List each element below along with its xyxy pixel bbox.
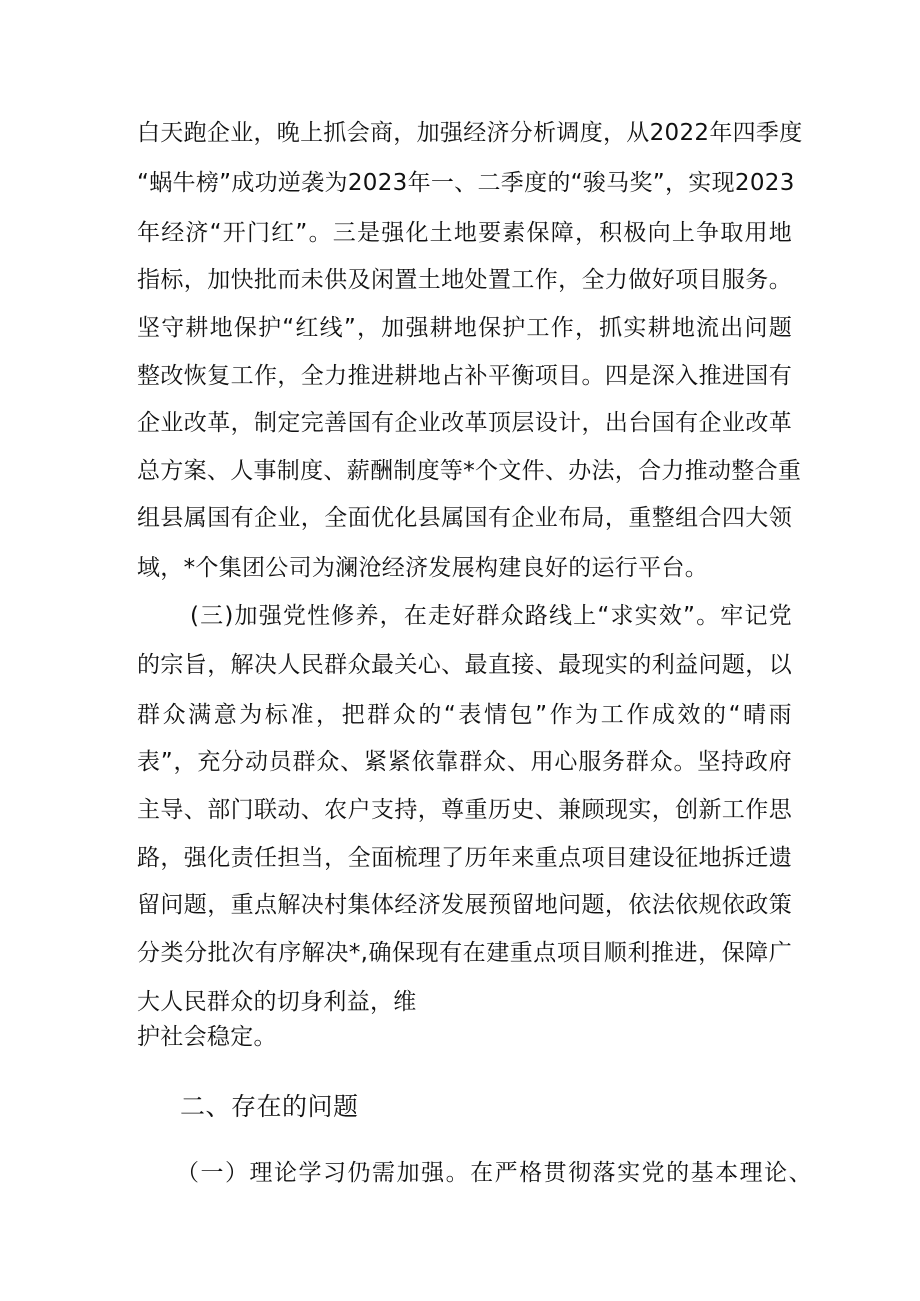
paragraph-line: 白天跑企业，晚上抓会商，加强经济分析调度，从2022年四季度 [137, 120, 803, 146]
paragraph-line: 留问题，重点解决村集体经济发展预留地问题，依法依规依政策 [137, 892, 792, 918]
paragraph-line: “蜗牛榜”成功逆袭为2023年一、二季度的“骏马奖”，实现2023 [137, 170, 795, 196]
paragraph-line: 表”，充分动员群众、紧紧依靠群众、用心服务群众。坚持政府 [137, 749, 792, 775]
paragraph-first-line: （一）理论学习仍需加强。在严格贯彻落实党的基本理论、 [176, 1160, 812, 1186]
paragraph-line: 企业改革，制定完善国有企业改革顶层设计，出台国有企业改革 [137, 410, 792, 436]
paragraph-line: 护社会稳定。 [137, 1024, 277, 1050]
paragraph-line: 主导、部门联动、农户支持，尊重历史、兼顾现实，创新工作思 [137, 797, 792, 823]
section-heading: 二、存在的问题 [180, 1092, 359, 1121]
paragraph-line: 的宗旨，解决人民群众最关心、最直接、最现实的利益问题，以 [137, 652, 792, 678]
paragraph-line: 指标，加快批而未供及闲置土地处置工作，全力做好项目服务。 [137, 267, 792, 293]
paragraph-line: 路，强化责任担当，全面梳理了历年来重点项目建设征地拆迁遗 [137, 845, 792, 871]
paragraph-first-line: (三)加强党性修养，在走好群众路线上“求实效”。牢记党 [190, 603, 792, 629]
paragraph-line: 组县属国有企业，全面优化县属国有企业布局，重整组合四大领 [137, 505, 792, 531]
paragraph-line: 域，*个集团公司为澜沧经济发展构建良好的运行平台。 [137, 555, 708, 581]
paragraph-line: 整改恢复工作，全力推进耕地占补平衡项目。四是深入推进国有 [137, 363, 792, 389]
paragraph-line: 群众满意为标准，把群众的“表情包”作为工作成效的“晴雨 [137, 702, 792, 728]
paragraph-line: 总方案、人事制度、薪酬制度等*个文件、办法，合力推动整合重 [137, 458, 802, 484]
paragraph-line: 分类分批次有序解决*,确保现有在建重点项目顺利推进，保障广 [137, 940, 792, 966]
paragraph-line: 大人民群众的切身利益，维 [137, 989, 417, 1015]
paragraph-line: 坚守耕地保护“红线”，加强耕地保护工作，抓实耕地流出问题 [137, 315, 792, 341]
paragraph-line: 年经济“开门红”。三是强化土地要素保障，积极向上争取用地 [137, 220, 792, 246]
